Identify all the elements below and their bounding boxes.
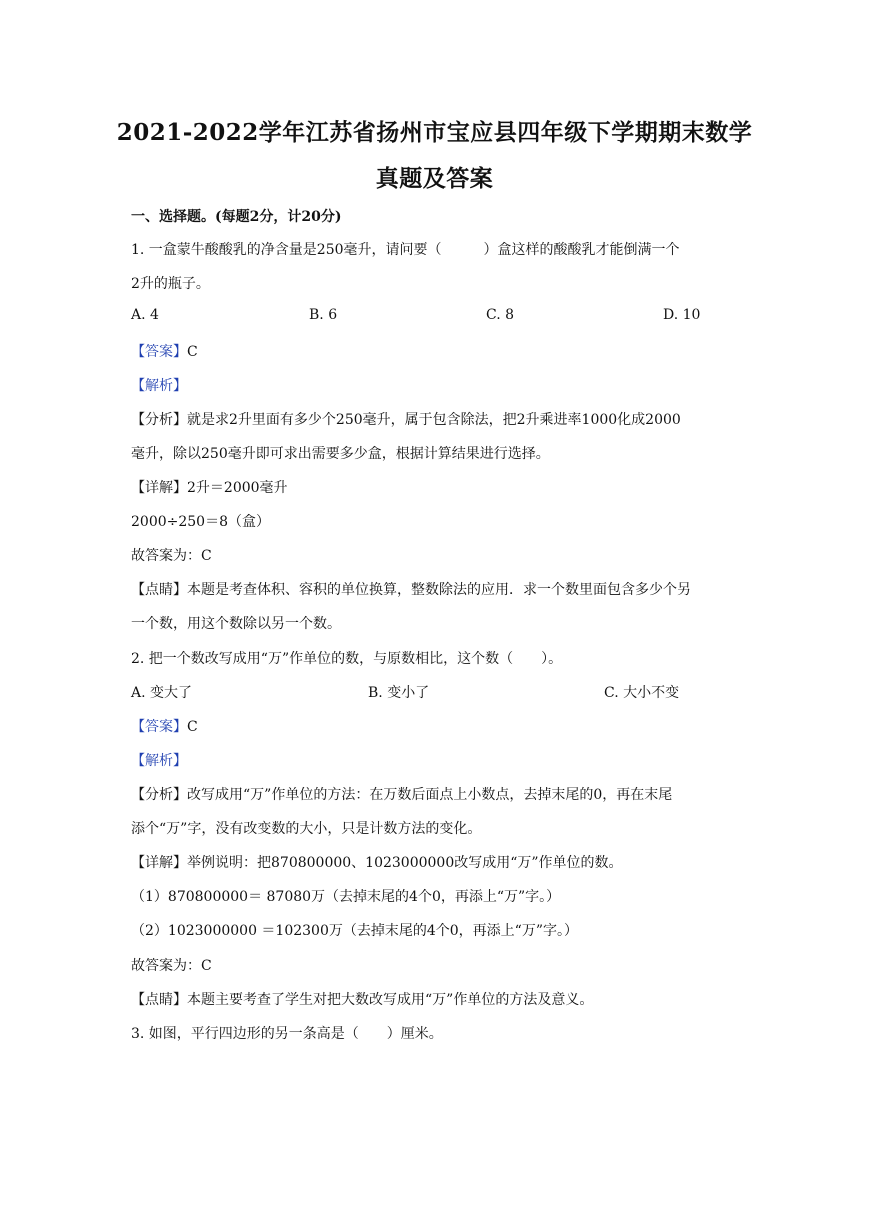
detail-tag: 【详解】 bbox=[131, 855, 187, 871]
q1-option-b: B. 6 bbox=[309, 307, 338, 323]
q3-stem: 3. 如图，平行四边形的另一条高是（ ）厘米。 bbox=[131, 1026, 443, 1042]
q1-answer bbox=[131, 341, 198, 361]
comment-tag: 【点睛】 bbox=[131, 582, 187, 598]
q2-detail-line-3: （2）1023000000 ＝102300万（去掉末尾的4个0，再添上“万”字。） bbox=[131, 923, 579, 939]
q2-detail-line-2: （1）870800000＝ 87080万（去掉末尾的4个0，再添上“万”字。） bbox=[131, 889, 561, 905]
q1-option-d: D. 10 bbox=[663, 307, 701, 323]
comment-text: 本题是考查体积、容积的单位换算，整数除法的应用．求一个数里面包含多少个另 bbox=[187, 582, 691, 598]
q1-fenxi-line-1 bbox=[131, 409, 681, 429]
answer-value: C bbox=[187, 344, 198, 360]
answer-value: C bbox=[187, 719, 198, 735]
document-title-line-2: 真题及答案 bbox=[375, 165, 494, 192]
analysis-tag: 【解析】 bbox=[131, 753, 187, 769]
analysis-tag: 【解析】 bbox=[131, 378, 187, 394]
q1-conclusion: 故答案为：C bbox=[131, 548, 212, 564]
detail-tag: 【详解】 bbox=[131, 480, 187, 496]
section-heading: 一、选择题。(每题2分，计20分) bbox=[131, 209, 342, 225]
q2-fenxi-line-1 bbox=[131, 784, 672, 804]
comment-tag: 【点睛】 bbox=[131, 992, 187, 1008]
answer-tag: 【答案】 bbox=[131, 719, 187, 735]
detail-text: 2升＝2000毫升 bbox=[187, 480, 288, 496]
q1-comment-line-2: 一个数，用这个数除以另一个数。 bbox=[131, 616, 341, 632]
q2-analysis-heading bbox=[131, 750, 187, 770]
q2-option-c: C. 大小不变 bbox=[604, 685, 680, 701]
fenxi-tag: 【分析】 bbox=[131, 412, 187, 428]
q1-stem-line-2: 2升的瓶子。 bbox=[131, 276, 210, 292]
fenxi-text: 改写成用“万”作单位的方法：在万数后面点上小数点，去掉末尾的0，再在末尾 bbox=[187, 787, 673, 803]
q1-analysis-heading bbox=[131, 375, 187, 395]
q2-comment-line-1 bbox=[131, 989, 593, 1009]
q1-comment-line-1 bbox=[131, 579, 691, 599]
q1-option-c: C. 8 bbox=[486, 307, 515, 323]
fenxi-tag: 【分析】 bbox=[131, 787, 187, 803]
q2-option-b: B. 变小了 bbox=[368, 685, 430, 701]
q2-conclusion: 故答案为：C bbox=[131, 958, 212, 974]
answer-tag: 【答案】 bbox=[131, 344, 187, 360]
q2-detail-line-1 bbox=[131, 852, 623, 872]
comment-text: 本题主要考查了学生对把大数改写成用“万”作单位的方法及意义。 bbox=[187, 992, 594, 1008]
q2-stem: 2. 把一个数改写成用“万”作单位的数，与原数相比，这个数（ ）。 bbox=[131, 651, 563, 667]
q1-stem-line-1: 1. 一盒蒙牛酸酸乳的净含量是250毫升，请问要（ ）盒这样的酸酸乳才能倒满一个 bbox=[131, 242, 680, 258]
document-title-line-1: 2021-2022学年江苏省扬州市宝应县四年级下学期期末数学 bbox=[116, 119, 753, 146]
detail-text: 举例说明：把870800000、1023000000改写成用“万”作单位的数。 bbox=[187, 855, 623, 871]
q1-detail-line-1 bbox=[131, 477, 288, 497]
q1-fenxi-line-2: 毫升，除以250毫升即可求出需要多少盒，根据计算结果进行选择。 bbox=[131, 446, 550, 462]
q2-fenxi-line-2: 添个“万”字，没有改变数的大小，只是计数方法的变化。 bbox=[131, 821, 482, 837]
q2-answer bbox=[131, 716, 198, 736]
q1-option-a: A. 4 bbox=[131, 307, 159, 323]
fenxi-text: 就是求2升里面有多少个250毫升，属于包含除法，把2升乘进率1000化成2000 bbox=[187, 412, 681, 428]
q1-detail-line-2: 2000÷250＝8（盒） bbox=[131, 514, 270, 530]
q2-option-a: A. 变大了 bbox=[131, 685, 193, 701]
